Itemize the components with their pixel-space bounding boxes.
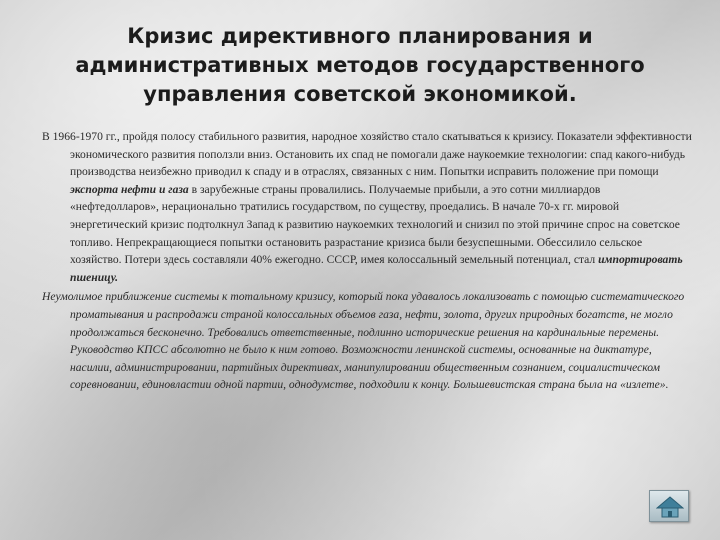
paragraph-2-text: Неумолимое приближение системы к тотальному кризису, который пока удавалось локализовать с помощью систематического проматывания и распродажи страной колоссальных объемов газа, нефти, золота, других природных богатств, не могло продолжаться бесконечно. Требовались ответственные, подлинно исторические решения на кардинальные перемены. Руководство КПСС абсолютно не было к ним готово. Возможности ленинской системы, основанные на диктатуре, насилии, администрировании, партийных директивах, манипулировании общественным сознанием, социалистическом соревновании, единовластии одной партии, однодумстве, подходили к концу. Большевистская страна была на «излете». — [42, 290, 685, 392]
paragraph-1-text-2: в зарубежные страны провалились. Получаемые прибыли, а это сотни миллиардов «нефтедолларов», нерационально тратились государством, по существу, проедались. В начале 70-х гг. мировой энергетический кризис подтолкнул Запад к развитию наукоемких технологий и снизил по этой причине спрос на советское топливо. Непрекращающиеся попытки остановить разрастание кризиса были безуспешными. Обессилило сельское хозяйство. Потери здесь составляли 40% ежегодно. СССР, имея колоссальный земельный потенциал, стал — [70, 182, 680, 267]
paragraph-2 — [42, 288, 692, 394]
paragraph-1 — [42, 128, 692, 286]
slide-title: Кризис директивного планирования и административных методов государственного управления советской экономикой. — [75, 24, 645, 106]
paragraph-1-text-1: В 1966-1970 гг., пройдя полосу стабильного развития, народное хозяйство стало скатываться к кризису. Показатели эффективности экономического развития поползли вниз. Остановить их спад не помогали даже наукоемкие технологии: спад какого-нибудь производства неизбежно приводил к спаду и в отраслях, связанных с ним. Попытки исправить положение при помощи — [42, 130, 692, 179]
home-button[interactable] — [649, 490, 689, 522]
paragraph-1-emphasis-2: импортировать пшеницу. — [70, 253, 683, 284]
paragraph-1-emphasis-1: экспорта нефти и газа — [70, 182, 189, 196]
home-icon — [656, 496, 684, 518]
slide-body — [42, 128, 692, 396]
